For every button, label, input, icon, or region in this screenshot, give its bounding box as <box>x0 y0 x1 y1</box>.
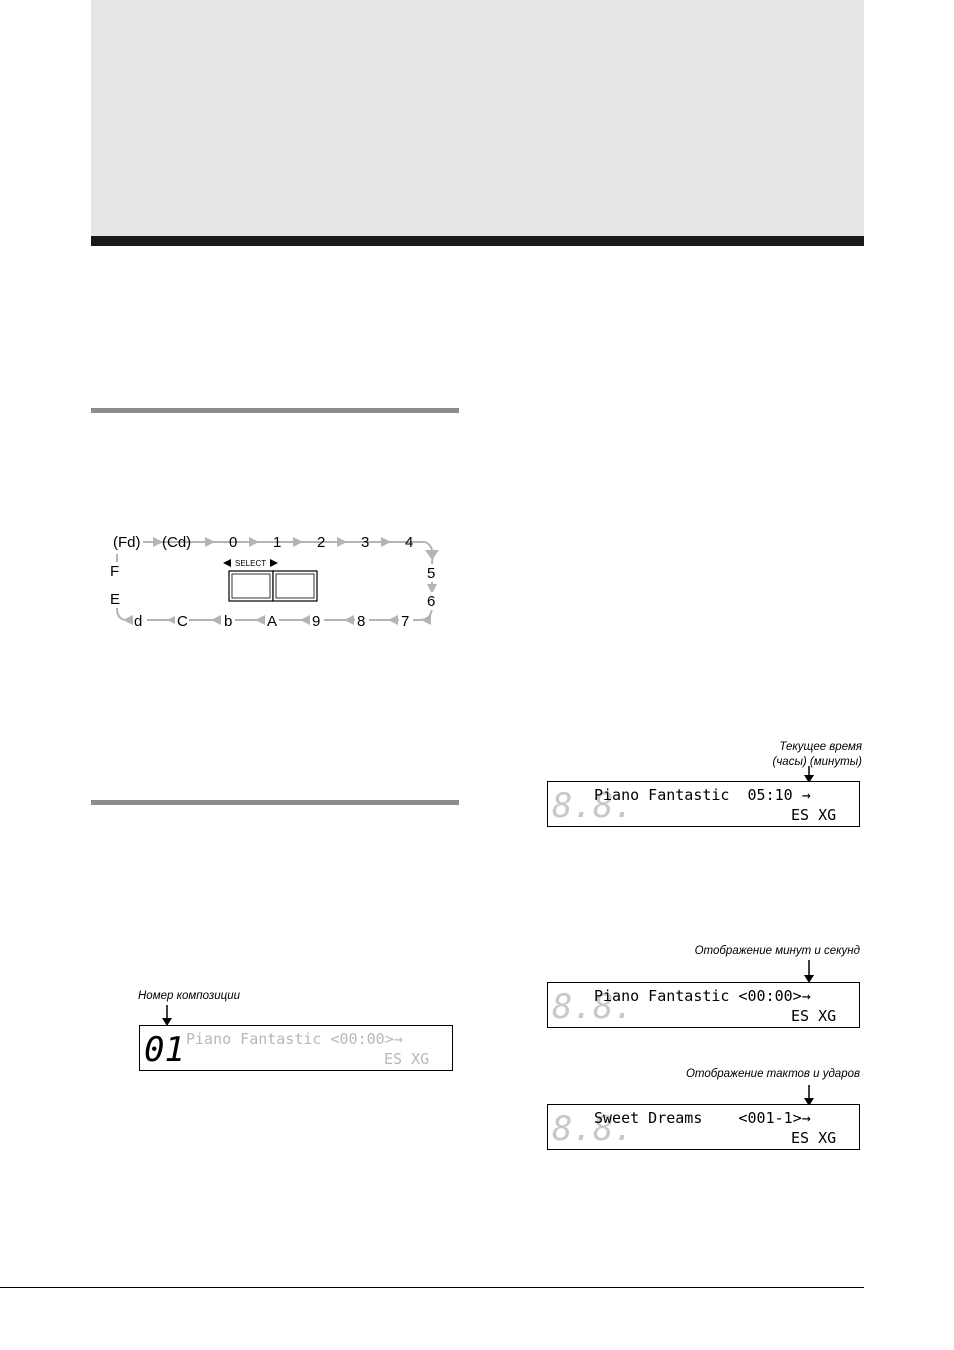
header-band <box>91 0 864 236</box>
lcd-measures-beats-svg <box>548 1105 859 1149</box>
cycle-label-d: d <box>134 613 143 630</box>
cycle-label-1: 1 <box>273 534 282 551</box>
lcd-song-line1: Piano Fantastic <00:00>→ <box>186 1030 403 1048</box>
cycle-label-cd: (Cd) <box>162 534 192 551</box>
minutes-seconds-arrow-icon <box>802 960 816 984</box>
cycle-label-f: F <box>110 563 120 580</box>
lcd-song-digits: 01 <box>144 1030 185 1070</box>
section-rule-1 <box>91 408 459 413</box>
cycle-label-c: C <box>177 613 188 630</box>
lcd-minutes-seconds-svg <box>548 983 859 1027</box>
footer-rule <box>0 1287 864 1288</box>
cycle-label-8: 8 <box>357 613 366 630</box>
select-left-icon <box>223 559 231 567</box>
cycle-label-a: A <box>267 613 278 630</box>
lcd-minutes-seconds-line1: Piano Fantastic <00:00>→ <box>594 987 811 1005</box>
cycle-label-4: 4 <box>405 534 414 551</box>
current-time-caption-2: (часы) (минуты) <box>772 756 862 768</box>
cycle-label-7: 7 <box>401 613 410 630</box>
cycle-label-5: 5 <box>427 565 436 582</box>
lcd-current-time-line2: ES XG <box>791 806 837 824</box>
header-rule <box>91 236 864 246</box>
lcd-song-line2: ES XG <box>384 1050 430 1068</box>
minutes-seconds-caption: Отображение минут и секунд <box>694 945 860 957</box>
lcd-current-time-svg <box>548 782 859 826</box>
cycle-label-2: 2 <box>317 534 326 551</box>
select-cycle-diagram <box>105 528 445 630</box>
select-right-icon <box>270 559 278 567</box>
song-number-arrow-icon <box>160 1005 174 1027</box>
lcd-current-time-dim-digits: 8.8. <box>552 786 634 826</box>
cycle-label-e: E <box>110 591 121 608</box>
lcd-song-number <box>139 1025 453 1071</box>
cycle-label-fd: (Fd) <box>113 534 141 551</box>
cycle-label-0: 0 <box>229 534 238 551</box>
lcd-song-number-svg <box>140 1026 452 1070</box>
cycle-label-3: 3 <box>361 534 370 551</box>
lcd-measures-beats <box>547 1104 860 1150</box>
cycle-label-9: 9 <box>312 613 321 630</box>
cycle-svg <box>105 528 445 630</box>
lcd-minutes-seconds-line2: ES XG <box>791 1007 837 1025</box>
lcd-measures-beats-dim-digits: 8.8. <box>552 1109 634 1149</box>
select-right-button[interactable] <box>273 571 317 601</box>
lcd-minutes-seconds-dim-digits: 8.8. <box>552 987 634 1027</box>
lcd-minutes-seconds <box>547 982 860 1028</box>
current-time-caption-1: Текущее время <box>779 741 862 753</box>
cycle-label-6: 6 <box>427 593 436 610</box>
select-label: SELECT <box>235 559 267 568</box>
lcd-measures-beats-line1: Sweet Dreams <001-1>→ <box>594 1109 811 1127</box>
measures-beats-caption: Отображение тактов и ударов <box>685 1068 860 1080</box>
lcd-current-time <box>547 781 860 827</box>
select-left-button[interactable] <box>229 571 273 601</box>
lcd-current-time-line1: Piano Fantastic 05:10 → <box>594 786 811 804</box>
song-number-caption: Номер композиции <box>138 990 240 1002</box>
section-rule-2 <box>91 800 459 805</box>
lcd-measures-beats-line2: ES XG <box>791 1129 837 1147</box>
cycle-label-b: b <box>224 613 233 630</box>
